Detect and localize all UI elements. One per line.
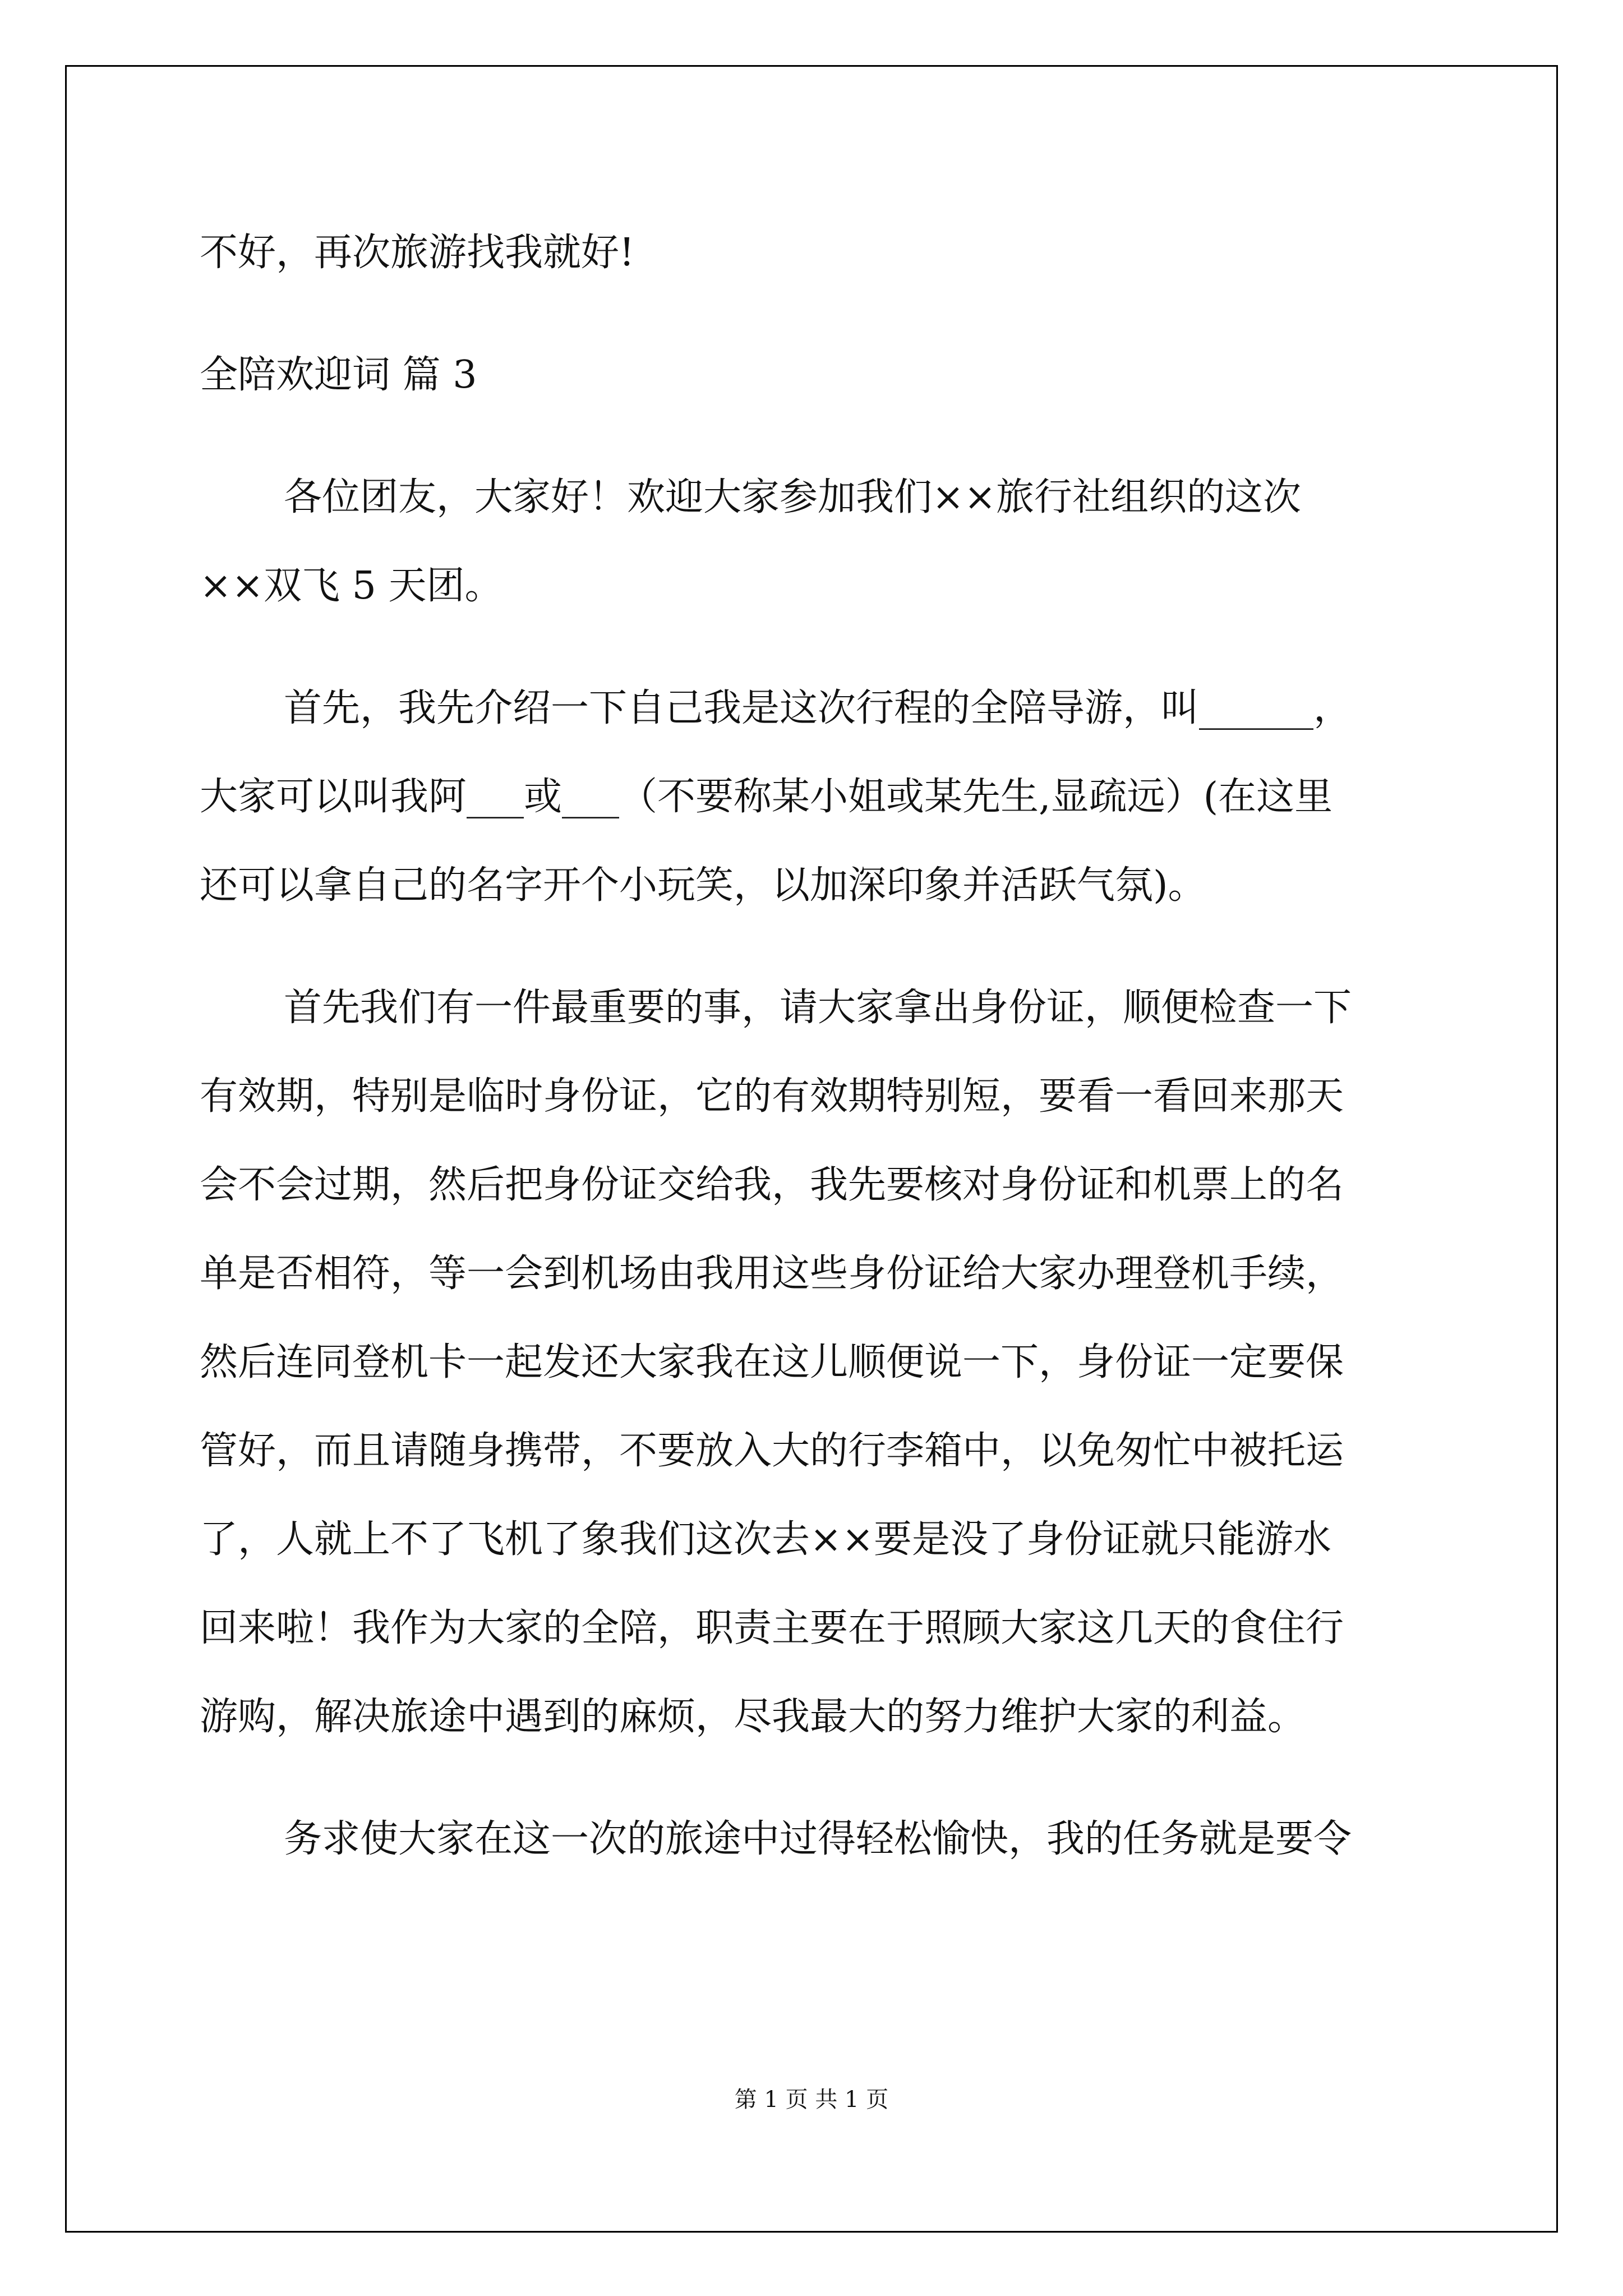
body-line: 有效期，特别是临时身份证，它的有效期特别短，要看一看回来那天 (200, 1074, 1344, 1119)
section-title: 全陪欢迎词 篇 3 (200, 353, 477, 397)
body-line: 单是否相符，等一会到机场由我用这些身份证给大家办理登机手续， (200, 1251, 1344, 1296)
paragraph-start-line: 各位团友，大家好！欢迎大家参加我们××旅行社组织的这次 (284, 475, 1301, 519)
body-line: 管好，而且请随身携带，不要放入大的行李箱中，以免匆忙中被托运 (200, 1429, 1344, 1473)
body-line: 会不会过期，然后把身份证交给我，我先要核对身份证和机票上的名 (200, 1163, 1344, 1207)
body-line: 游购，解决旅途中遇到的麻烦，尽我最大的努力维护大家的利益。 (200, 1695, 1306, 1739)
paragraph-start-line: 务求使大家在这一次的旅途中过得轻松愉快，我的任务就是要令 (284, 1817, 1352, 1861)
page-footer (0, 2086, 1623, 2114)
paragraph-start-line: 首先我们有一件最重要的事，请大家拿出身份证，顺便检查一下 (284, 986, 1352, 1030)
body-line: 大家可以叫我阿___或___（不要称某小姐或某先生,显疏远）(在这里 (200, 775, 1333, 819)
body-line: 回来啦！我作为大家的全陪，职责主要在于照顾大家这几天的食住行 (200, 1606, 1344, 1650)
body-line: 不好，再次旅游找我就好! (200, 231, 635, 275)
body-line: 还可以拿自己的名字开个小玩笑，以加深印象并活跃气氛)。 (200, 863, 1206, 908)
body-line: 了，人就上不了飞机了象我们这次去××要是没了身份证就只能游水 (200, 1517, 1331, 1562)
body-line: ××双飞 5 天团。 (200, 564, 503, 608)
page-number-label: 第 1 页 共 1 页 (734, 2087, 889, 2113)
body-line: 然后连同登机卡一起发还大家我在这儿顺便说一下，身份证一定要保 (200, 1340, 1344, 1384)
document-body (200, 209, 1428, 1884)
paragraph-start-line: 首先，我先介绍一下自己我是这次行程的全陪导游，叫______， (284, 686, 1352, 730)
